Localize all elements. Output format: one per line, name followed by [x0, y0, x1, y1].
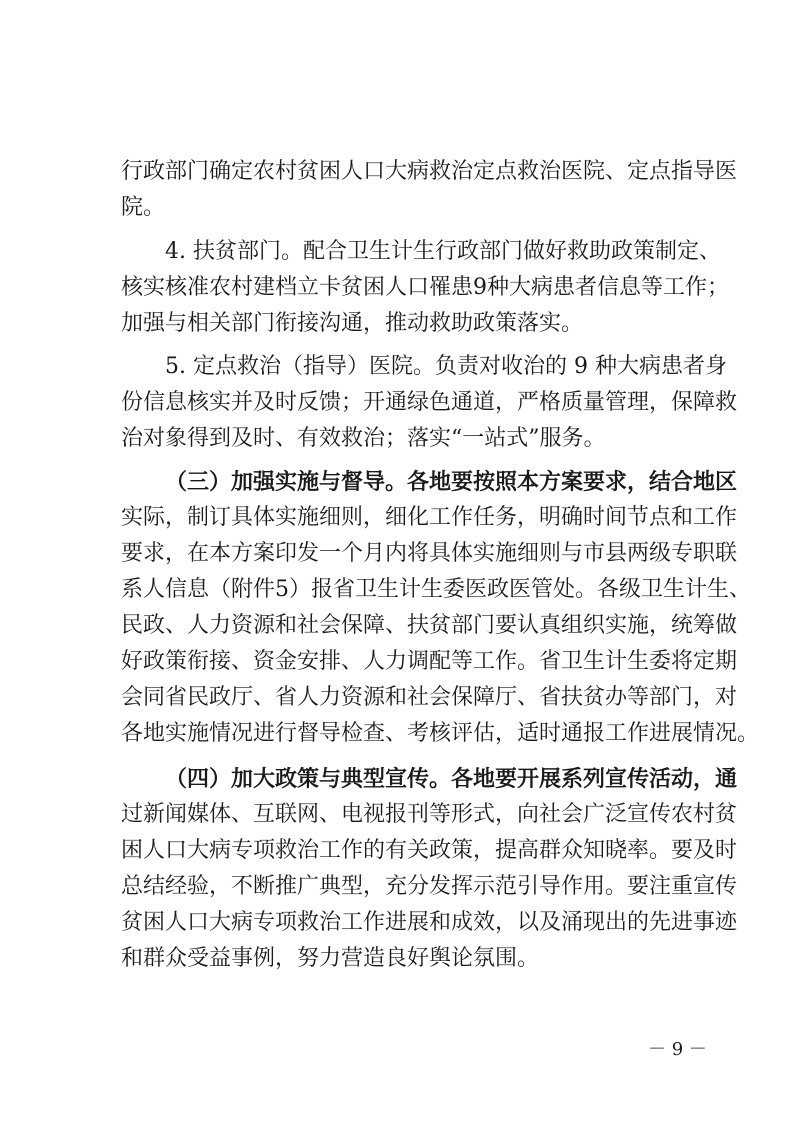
section-heading-line: （三）加强实施与督导。各地要按照本方案要求，结合地区: [165, 469, 738, 495]
paragraph-heading-line: 4. 扶贫部门。配合卫生计生行政部门做好救助政策制定、: [165, 239, 721, 264]
text-line: 贫困人口大病专项救治工作进展和成效，以及涌现出的先进事迹: [121, 910, 738, 935]
text-line: 总结经验，不断推广典型，充分发挥示范引导作用。要注重宣传: [121, 874, 738, 899]
text-line: 困人口大病专项救治工作的有关政策，提高群众知晓率。要及时: [121, 838, 738, 863]
text-line: 实际，制订具体实施细则，细化工作任务，明确时间节点和工作: [121, 505, 738, 530]
text-line: 要求，在本方案印发一个月内将具体实施细则与市县两级专职联: [121, 541, 738, 566]
text-line: 核实核准农村建档立卡贫困人口罹患9种大病患者信息等工作；: [121, 275, 729, 300]
text-line: 民政、人力资源和社会保障、扶贫部门要认真组织实施，统筹做: [121, 613, 738, 638]
text-line: 系人信息（附件5）报省卫生计生委医政医管处。各级卫生计生、: [121, 577, 751, 602]
text-line: 会同省民政厅、省人力资源和社会保障厅、省扶贫办等部门，对: [121, 685, 738, 710]
text-line: 院。: [121, 195, 166, 220]
text-line: 过新闻媒体、互联网、电视报刊等形式，向社会广泛宣传农村贫: [121, 802, 738, 827]
text-line: 治对象得到及时、有效救治；落实“一站式”服务。: [121, 426, 606, 451]
text-line: 和群众受益事例，努力营造良好舆论氛围。: [121, 946, 540, 971]
text-line: 行政部门确定农村贫困人口大病救治定点救治医院、定点指导医: [121, 159, 738, 184]
text-line: 加强与相关部门衔接沟通，推动救助政策落实。: [121, 311, 584, 336]
paragraph-heading-line: 5. 定点救治（指导）医院。负责对收治的 9 种大病患者身: [165, 354, 727, 379]
text-line: 份信息核实并及时反馈；开通绿色通道，严格质量管理，保障救: [121, 390, 738, 415]
text-line: 好政策衔接、资金安排、人力调配等工作。省卫生计生委将定期: [121, 649, 738, 674]
text-line: 各地实施情况进行督导检查、考核评估，适时通报工作进展情况。: [121, 721, 760, 746]
page-number: － 9 －: [648, 1039, 707, 1060]
section-heading-line: （四）加大政策与典型宣传。各地要开展系列宣传活动，通: [165, 766, 738, 792]
